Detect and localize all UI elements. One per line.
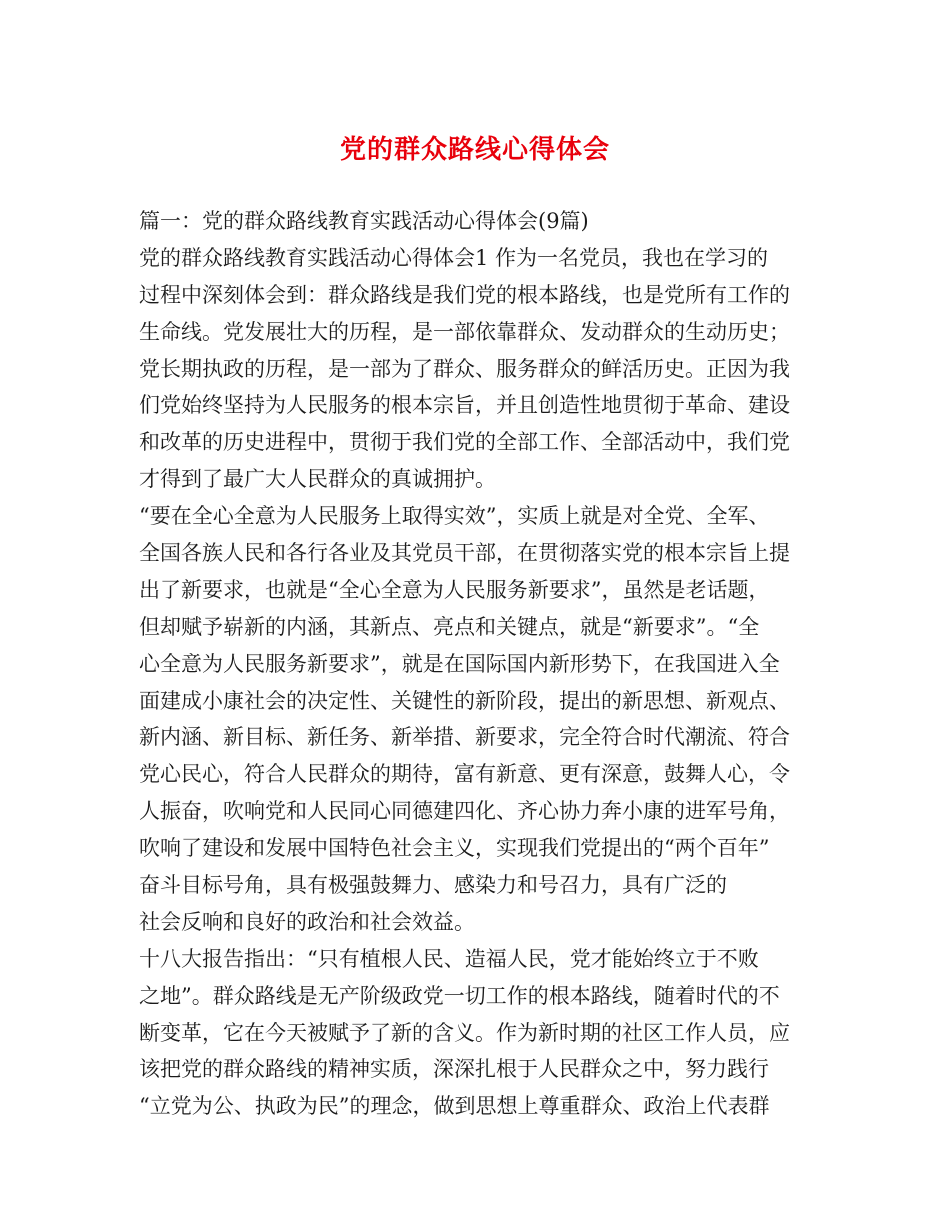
- text-line: 十八大报告指出：“只有植根人民、造福人民，党才能始终立于不败: [139, 946, 759, 971]
- text-line: 断变革，它在今天被赋予了新的含义。作为新时期的社区工作人员，应: [139, 1020, 790, 1045]
- text-line: 过程中深刻体会到：群众路线是我们党的根本路线，也是党所有工作的: [139, 282, 790, 307]
- text-line: 心全意为人民服务新要求”，就是在国际国内新形势下，在我国进入全: [139, 651, 780, 676]
- text-line: 新内涵、新目标、新任务、新举措、新要求，完全符合时代潮流、符合: [139, 725, 790, 750]
- text-line: 出了新要求，也就是“全心全意为人民服务新要求”，虽然是老话题，: [139, 577, 770, 602]
- text-line: 才得到了最广大人民群众的真诚拥护。: [139, 467, 496, 492]
- text-line: “立党为公、执政为民”的理念，做到思想上尊重群众、政治上代表群: [139, 1094, 770, 1119]
- text-line: 但却赋予崭新的内涵，其新点、亮点和关键点，就是“新要求”。“全: [139, 614, 760, 639]
- document-body: [139, 203, 839, 1125]
- text-line: 篇一：党的群众路线教育实践活动心得体会(9篇): [139, 209, 589, 233]
- text-line: 社会反响和良好的政治和社会效益。: [139, 909, 475, 934]
- text-line: “要在全心全意为人民服务上取得实效”，实质上就是对全党、全军、: [139, 504, 770, 529]
- text-line: 奋斗目标号角，具有极强鼓舞力、感染力和号召力，具有广泛的: [139, 873, 727, 898]
- text-line: 和改革的历史进程中，贯彻于我们党的全部工作、全部活动中，我们党: [139, 430, 790, 455]
- text-line: 党长期执政的历程，是一部为了群众、服务群众的鲜活历史。正因为我: [139, 356, 790, 381]
- text-line: 之地”。群众路线是无产阶级政党一切工作的根本路线，随着时代的不: [139, 983, 780, 1008]
- text-line: 党的群众路线教育实践活动心得体会1 作为一名党员，我也在学习的: [139, 245, 769, 270]
- text-line: 生命线。党发展壮大的历程，是一部依靠群众、发动群众的生动历史；: [139, 319, 790, 344]
- text-line: 人振奋，吹响党和人民同心同德建四化、齐心协力奔小康的进军号角，: [139, 799, 790, 824]
- document-title: 党的群众路线心得体会: [339, 135, 610, 165]
- text-line: 吹响了建设和发展中国特色社会主义，实现我们党提出的“两个百年”: [139, 836, 770, 861]
- text-line: 们党始终坚持为人民服务的根本宗旨，并且创造性地贯彻于革命、建设: [139, 393, 790, 418]
- text-line: 面建成小康社会的决定性、关键性的新阶段，提出的新思想、新观点、: [139, 688, 790, 713]
- text-line: 该把党的群众路线的精神实质，深深扎根于人民群众之中，努力践行: [139, 1057, 769, 1082]
- text-line: 党心民心，符合人民群众的期待，富有新意、更有深意，鼓舞人心，令: [139, 762, 790, 787]
- text-line: 全国各族人民和各行各业及其党员干部，在贯彻落实党的根本宗旨上提: [139, 541, 790, 566]
